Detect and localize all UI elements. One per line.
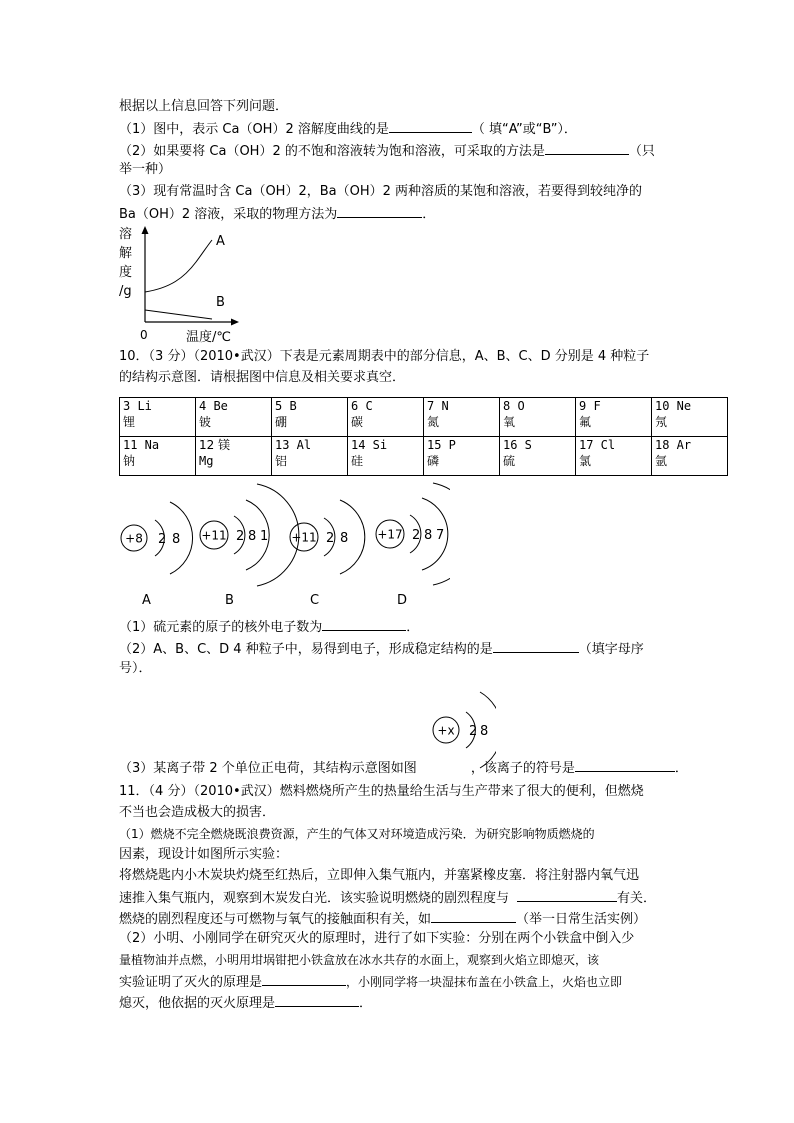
q11-part1-line4 xyxy=(119,889,656,907)
q10-part3-prefix: （3）某离子带 2 个单位正电荷，其结构示意图如图 xyxy=(119,761,417,776)
q11-part1-line4-prefix: 速推入集气瓶内，观察到木炭发白光．该实验说明燃烧的剧烈程度与 xyxy=(119,891,510,906)
element-name: 磷 xyxy=(427,454,440,468)
shell-electron-count: 8 xyxy=(248,529,257,544)
element-name: 铝 xyxy=(275,454,288,468)
element-number: 17 Cl xyxy=(579,438,616,452)
q11-part1-line4-suffix: 有关． xyxy=(617,891,657,906)
element-cell xyxy=(348,398,424,437)
element-cell xyxy=(500,437,576,476)
q9-part1 xyxy=(119,120,577,138)
element-name: 硼 xyxy=(275,415,288,429)
curve-a-label: A xyxy=(216,234,225,249)
atom-label: C xyxy=(310,593,320,608)
q9-answer-blank-2[interactable] xyxy=(545,142,629,155)
element-name: 硅 xyxy=(351,454,364,468)
q11-answer-blank-3[interactable] xyxy=(262,973,346,986)
atom-diagram-b xyxy=(200,484,299,608)
q9-answer-blank-1[interactable] xyxy=(389,120,472,133)
q10-answer-blank-2[interactable] xyxy=(493,640,579,653)
element-number: 5 B xyxy=(275,399,297,413)
q11-part2-line4-suffix: ． xyxy=(359,996,373,1011)
shell-electron-count: 2 xyxy=(412,528,421,543)
q11-part1-line2: 因素，现设计如图所示实验： xyxy=(119,847,289,862)
q11-part2-line4-prefix: 熄灭，他依据的灭火原理是 xyxy=(119,996,276,1011)
curve-a xyxy=(145,240,212,292)
element-name: 碳 xyxy=(351,415,364,429)
element-number: 13 Al xyxy=(275,438,312,452)
element-number: 6 C xyxy=(351,399,373,413)
periodic-table-row xyxy=(120,437,728,476)
q11-part1-line3: 将燃烧匙内小木炭块灼烧至红热后，立即伸入集气瓶内，并塞紧橡皮塞．将注射器内氧气迅 xyxy=(119,868,640,883)
q11-part1-line5-suffix: （举一日常生活实例） xyxy=(516,912,647,927)
q11-part2-line3-prefix: 实验证明了灭火的原理是 xyxy=(119,975,263,990)
atom-diagram-d xyxy=(376,483,450,608)
element-number: 4 Be xyxy=(199,399,228,413)
element-name: 氯 xyxy=(579,454,592,468)
q10-answer-blank-1[interactable] xyxy=(322,618,406,631)
q9-part1-suffix: （ 填“A”或“B”）． xyxy=(471,122,577,137)
nucleus-charge: +11 xyxy=(291,530,317,545)
shell-electron-count: 8 xyxy=(424,528,433,543)
curve-b-label: B xyxy=(216,295,225,310)
q10-part2-line2: 号）． xyxy=(119,661,152,676)
element-number: 7 N xyxy=(427,399,449,413)
q9-answer-blank-3[interactable] xyxy=(337,205,422,218)
q10-stem-line2: 的结构示意图．请根据图中信息及相关要求真空． xyxy=(119,370,406,385)
q9-part3-line1: （3）现有常温时含 Ca（OH）2，Ba（OH）2 两种溶质的某饱和溶液，若要得到较纯净的 xyxy=(119,184,643,199)
atom-diagram-c xyxy=(290,500,365,608)
element-name: 氧 xyxy=(503,415,516,429)
q9-part3-suffix: ． xyxy=(422,207,436,222)
q10-part3 xyxy=(119,759,688,777)
nucleus-charge: +8 xyxy=(125,531,143,546)
q10-part3-suffix: ． xyxy=(674,761,688,776)
element-number: 9 F xyxy=(579,399,601,413)
element-name: 硫 xyxy=(503,454,516,468)
element-number: 16 S xyxy=(503,438,532,452)
shell-electron-count: 2 xyxy=(158,532,167,547)
element-cell xyxy=(196,398,272,437)
q9-part3-line2 xyxy=(119,205,435,223)
q10-part2-suffix: （填字母序 xyxy=(578,642,644,657)
q11-answer-blank-2[interactable] xyxy=(431,910,516,923)
element-name: 钠 xyxy=(123,454,136,468)
element-cell xyxy=(196,437,272,476)
element-number: 10 Ne xyxy=(655,399,692,413)
intro-text: 根据以上信息回答下列问题． xyxy=(119,99,289,114)
q10-part2 xyxy=(119,640,644,658)
element-number: 3 Li xyxy=(123,399,152,413)
q9-part2 xyxy=(119,142,655,160)
element-number: 12 镁 xyxy=(199,438,231,452)
solubility-graph xyxy=(112,222,247,347)
q11-answer-blank-4[interactable] xyxy=(275,994,359,1007)
element-name: 氮 xyxy=(427,415,440,429)
shell-electron-count: 8 xyxy=(480,724,489,739)
graph-ylabel-char-3: 度 xyxy=(119,265,133,280)
element-number: 11 Na xyxy=(123,438,160,452)
nucleus-charge: +11 xyxy=(201,528,227,543)
shell-electron-count: 7 xyxy=(436,528,445,543)
atom-diagram-a xyxy=(121,502,193,608)
shell-electron-count: 2 xyxy=(326,531,335,546)
atomic-structure-diagrams xyxy=(110,478,450,613)
graph-x-axis-arrow xyxy=(231,319,239,326)
q10-part1 xyxy=(119,618,419,636)
graph-ylabel-char-4: /g xyxy=(119,284,132,299)
element-name: Mg xyxy=(199,454,214,468)
graph-ylabel-char-1: 溶 xyxy=(119,227,133,242)
element-cell xyxy=(120,437,196,476)
q11-stem-line1: 11．（4 分）（2010•武汉）燃料燃烧所产生的热量给生活与生产带来了很大的便利，但燃烧 xyxy=(119,784,644,799)
element-number: 15 P xyxy=(427,438,456,452)
q10-part1-prefix: （1）硫元素的原子的核外电子数为 xyxy=(119,620,323,635)
periodic-table-row xyxy=(120,398,728,437)
shell-electron-count: 1 xyxy=(260,529,269,544)
element-cell xyxy=(652,398,728,437)
shell-electron-count: 2 xyxy=(469,724,478,739)
element-cell xyxy=(348,437,424,476)
element-name: 氩 xyxy=(655,454,668,468)
element-cell xyxy=(272,437,348,476)
q11-part2-line4 xyxy=(119,994,372,1012)
element-number: 8 O xyxy=(503,399,525,413)
q10-answer-blank-3[interactable] xyxy=(575,759,675,772)
graph-origin-label: 0 xyxy=(140,328,148,342)
shell-electron-count: 8 xyxy=(172,532,181,547)
element-name: 锂 xyxy=(123,415,136,429)
atom-label: D xyxy=(397,593,408,608)
q9-part2-suffix: （只 xyxy=(628,144,655,159)
graph-ylabel-char-2: 解 xyxy=(119,246,133,261)
q10-part1-suffix: ． xyxy=(406,620,420,635)
element-cell xyxy=(652,437,728,476)
element-cell xyxy=(576,437,652,476)
element-name: 氖 xyxy=(655,415,668,429)
graph-y-axis-arrow xyxy=(142,226,149,234)
q11-stem-line2: 不当也会造成极大的损害． xyxy=(119,805,276,820)
element-number: 18 Ar xyxy=(655,438,692,452)
q9-part3-prefix: Ba（OH）2 溶液，采取的物理方法为 xyxy=(119,207,338,222)
q11-part1-line5-prefix: 燃烧的剧烈程度还与可燃物与氧气的接触面积有关，如 xyxy=(119,912,432,927)
element-cell xyxy=(500,398,576,437)
graph-xlabel: 温度/℃ xyxy=(186,330,231,345)
q9-part1-prefix: （1）图中，表示 Ca（OH）2 溶解度曲线的是 xyxy=(119,122,389,137)
element-cell xyxy=(120,398,196,437)
q11-part2-line1: （2）小明、小刚同学在研究灭火的原理时，进行了如下实验：分别在两个小铁盒中倒入少 xyxy=(119,931,635,946)
q9-part2-line2: 举一种） xyxy=(119,162,172,177)
q10-part2-prefix: （2）A、B、C、D 4 种粒子中，易得到电子，形成稳定结构的是 xyxy=(119,642,493,657)
q11-answer-blank-1[interactable] xyxy=(517,889,617,902)
nucleus-charge: +17 xyxy=(377,527,403,542)
q10-part3-middle: ，该离子的符号是 xyxy=(470,761,575,776)
shell-electron-count: 2 xyxy=(236,529,245,544)
element-name: 铍 xyxy=(199,415,212,429)
curve-b xyxy=(145,310,212,319)
element-cell xyxy=(424,398,500,437)
q9-part2-prefix: （2）如果要将 Ca（OH）2 的不饱和溶液转为饱和溶液，可采取的方法是 xyxy=(119,144,545,159)
element-number: 14 Si xyxy=(351,438,388,452)
element-cell xyxy=(576,398,652,437)
atom-label: A xyxy=(142,593,151,608)
element-cell xyxy=(424,437,500,476)
q11-part2-line2: 量植物油并点燃，小明用坩埚钳把小铁盒放在冰水共存的水面上，观察到火焰立即熄灭，该 xyxy=(119,953,600,967)
atom-label: B xyxy=(225,593,234,608)
element-name: 氟 xyxy=(579,415,592,429)
periodic-table xyxy=(119,397,728,476)
q11-part1-line5 xyxy=(119,910,646,928)
q10-stem-line1: 10．（3 分）（2010•武汉）下表是元素周期表中的部分信息，A、B、C、D 分别是 4 种粒子 xyxy=(119,349,650,364)
q11-part2-line3-suffix: ，小刚同学将一块湿抹布盖在小铁盒上，火焰也立即 xyxy=(346,975,623,989)
element-cell xyxy=(272,398,348,437)
nucleus-charge: +x xyxy=(437,723,455,738)
q11-part1-line1: （1）燃烧不完全燃烧既浪费资源，产生的气体又对环境造成污染．为研究影响物质燃烧的 xyxy=(119,827,595,841)
q11-part2-line3 xyxy=(119,973,622,991)
shell-electron-count: 8 xyxy=(340,531,349,546)
